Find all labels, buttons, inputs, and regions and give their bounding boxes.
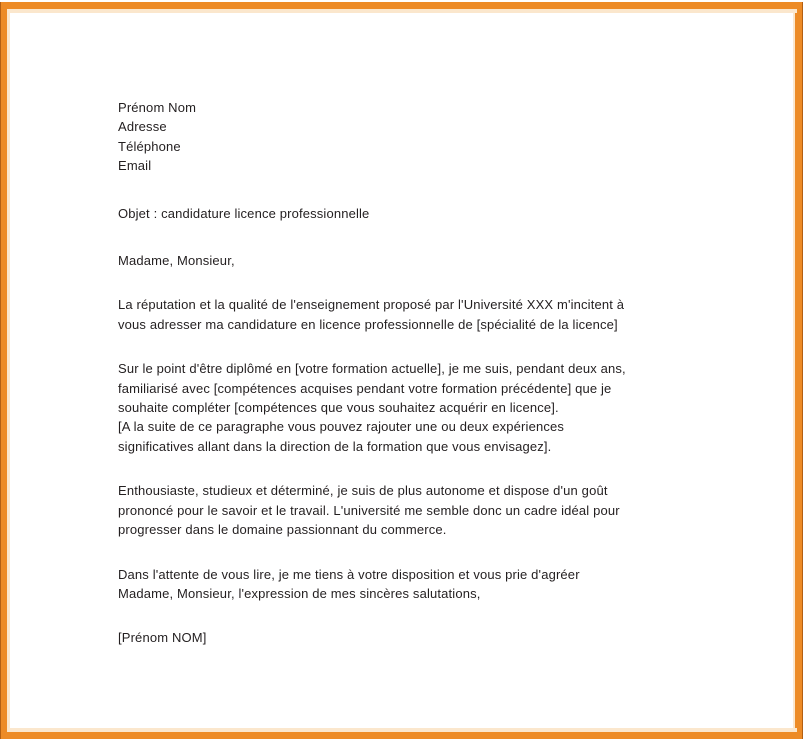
paragraph-line: La réputation et la qualité de l'enseignement proposé par l'Université XXX m'incitent à	[118, 297, 625, 313]
frame-border-top	[0, 2, 804, 9]
contact-block	[118, 98, 693, 176]
spacer-after-subject	[118, 223, 693, 251]
frame-border-bottom	[0, 732, 804, 739]
contact-email: Email	[118, 158, 152, 174]
signature-line: [Prénom NOM]	[118, 630, 207, 646]
spacer-before-signature	[118, 603, 693, 628]
paragraph-line: Dans l'attente de vous lire, je me tiens à votre disposition et vous prie d'agréer	[118, 566, 580, 582]
spacer-after-motivation	[118, 540, 693, 565]
paragraph-line: Enthousiaste, studieux et déterminé, je suis de plus autonome et dispose d'un goût	[118, 483, 608, 499]
subject-line: Objet : candidature licence professionnelle	[118, 205, 370, 221]
paragraph-line: Madame, Monsieur, l'expression de mes sincères salutations,	[118, 585, 481, 601]
spacer-after-salutation	[118, 270, 693, 295]
paragraph-line: prononcé pour le savoir et le travail. L'université me semble donc un cadre idéal pour	[118, 502, 620, 518]
paragraph-line: Sur le point d'être diplômé en [votre formation actuelle], je me suis, pendant deux ans,	[118, 361, 626, 377]
frame-border-right	[795, 0, 802, 741]
frame-inner-fade-bottom	[7, 728, 797, 732]
paragraph-instruction-note	[118, 417, 693, 456]
contact-phone: Téléphone	[118, 138, 181, 154]
spacer-after-contact	[118, 176, 693, 204]
frame-inner-fade-left	[7, 9, 10, 732]
paragraph-line: [A la suite de ce paragraphe vous pouvez rajouter une ou deux expériences	[118, 419, 565, 435]
salutation-line: Madame, Monsieur,	[118, 253, 235, 269]
letter-body	[118, 98, 693, 648]
contact-address: Adresse	[118, 119, 167, 135]
spacer-after-instruction-note	[118, 456, 693, 481]
signature-block	[118, 628, 693, 647]
subject-block	[118, 204, 693, 223]
paragraph-line: vous adresser ma candidature en licence professionnelle de [spécialité de la licence]	[118, 316, 618, 332]
paragraph-motivation	[118, 481, 693, 539]
paragraph-line: progresser dans le domaine passionnant du commerce.	[118, 522, 447, 538]
contact-name: Prénom Nom	[118, 100, 197, 115]
paragraph-line: significatives allant dans la direction de la formation que vous envisagez].	[118, 438, 552, 454]
frame-outer-margin-top	[0, 0, 804, 2]
paragraph-profile	[118, 359, 693, 417]
salutation-block	[118, 251, 693, 270]
paragraph-closing	[118, 565, 693, 604]
paragraph-intro	[118, 295, 693, 334]
spacer-after-intro	[118, 334, 693, 359]
paragraph-line: familiarisé avec [compétences acquises pendant votre formation précédente] que je	[118, 380, 612, 396]
frame-edge-left	[0, 0, 1, 741]
paragraph-line: souhaite compléter [compétences que vous souhaitez acquérir en licence].	[118, 400, 559, 416]
document-page	[11, 13, 793, 728]
